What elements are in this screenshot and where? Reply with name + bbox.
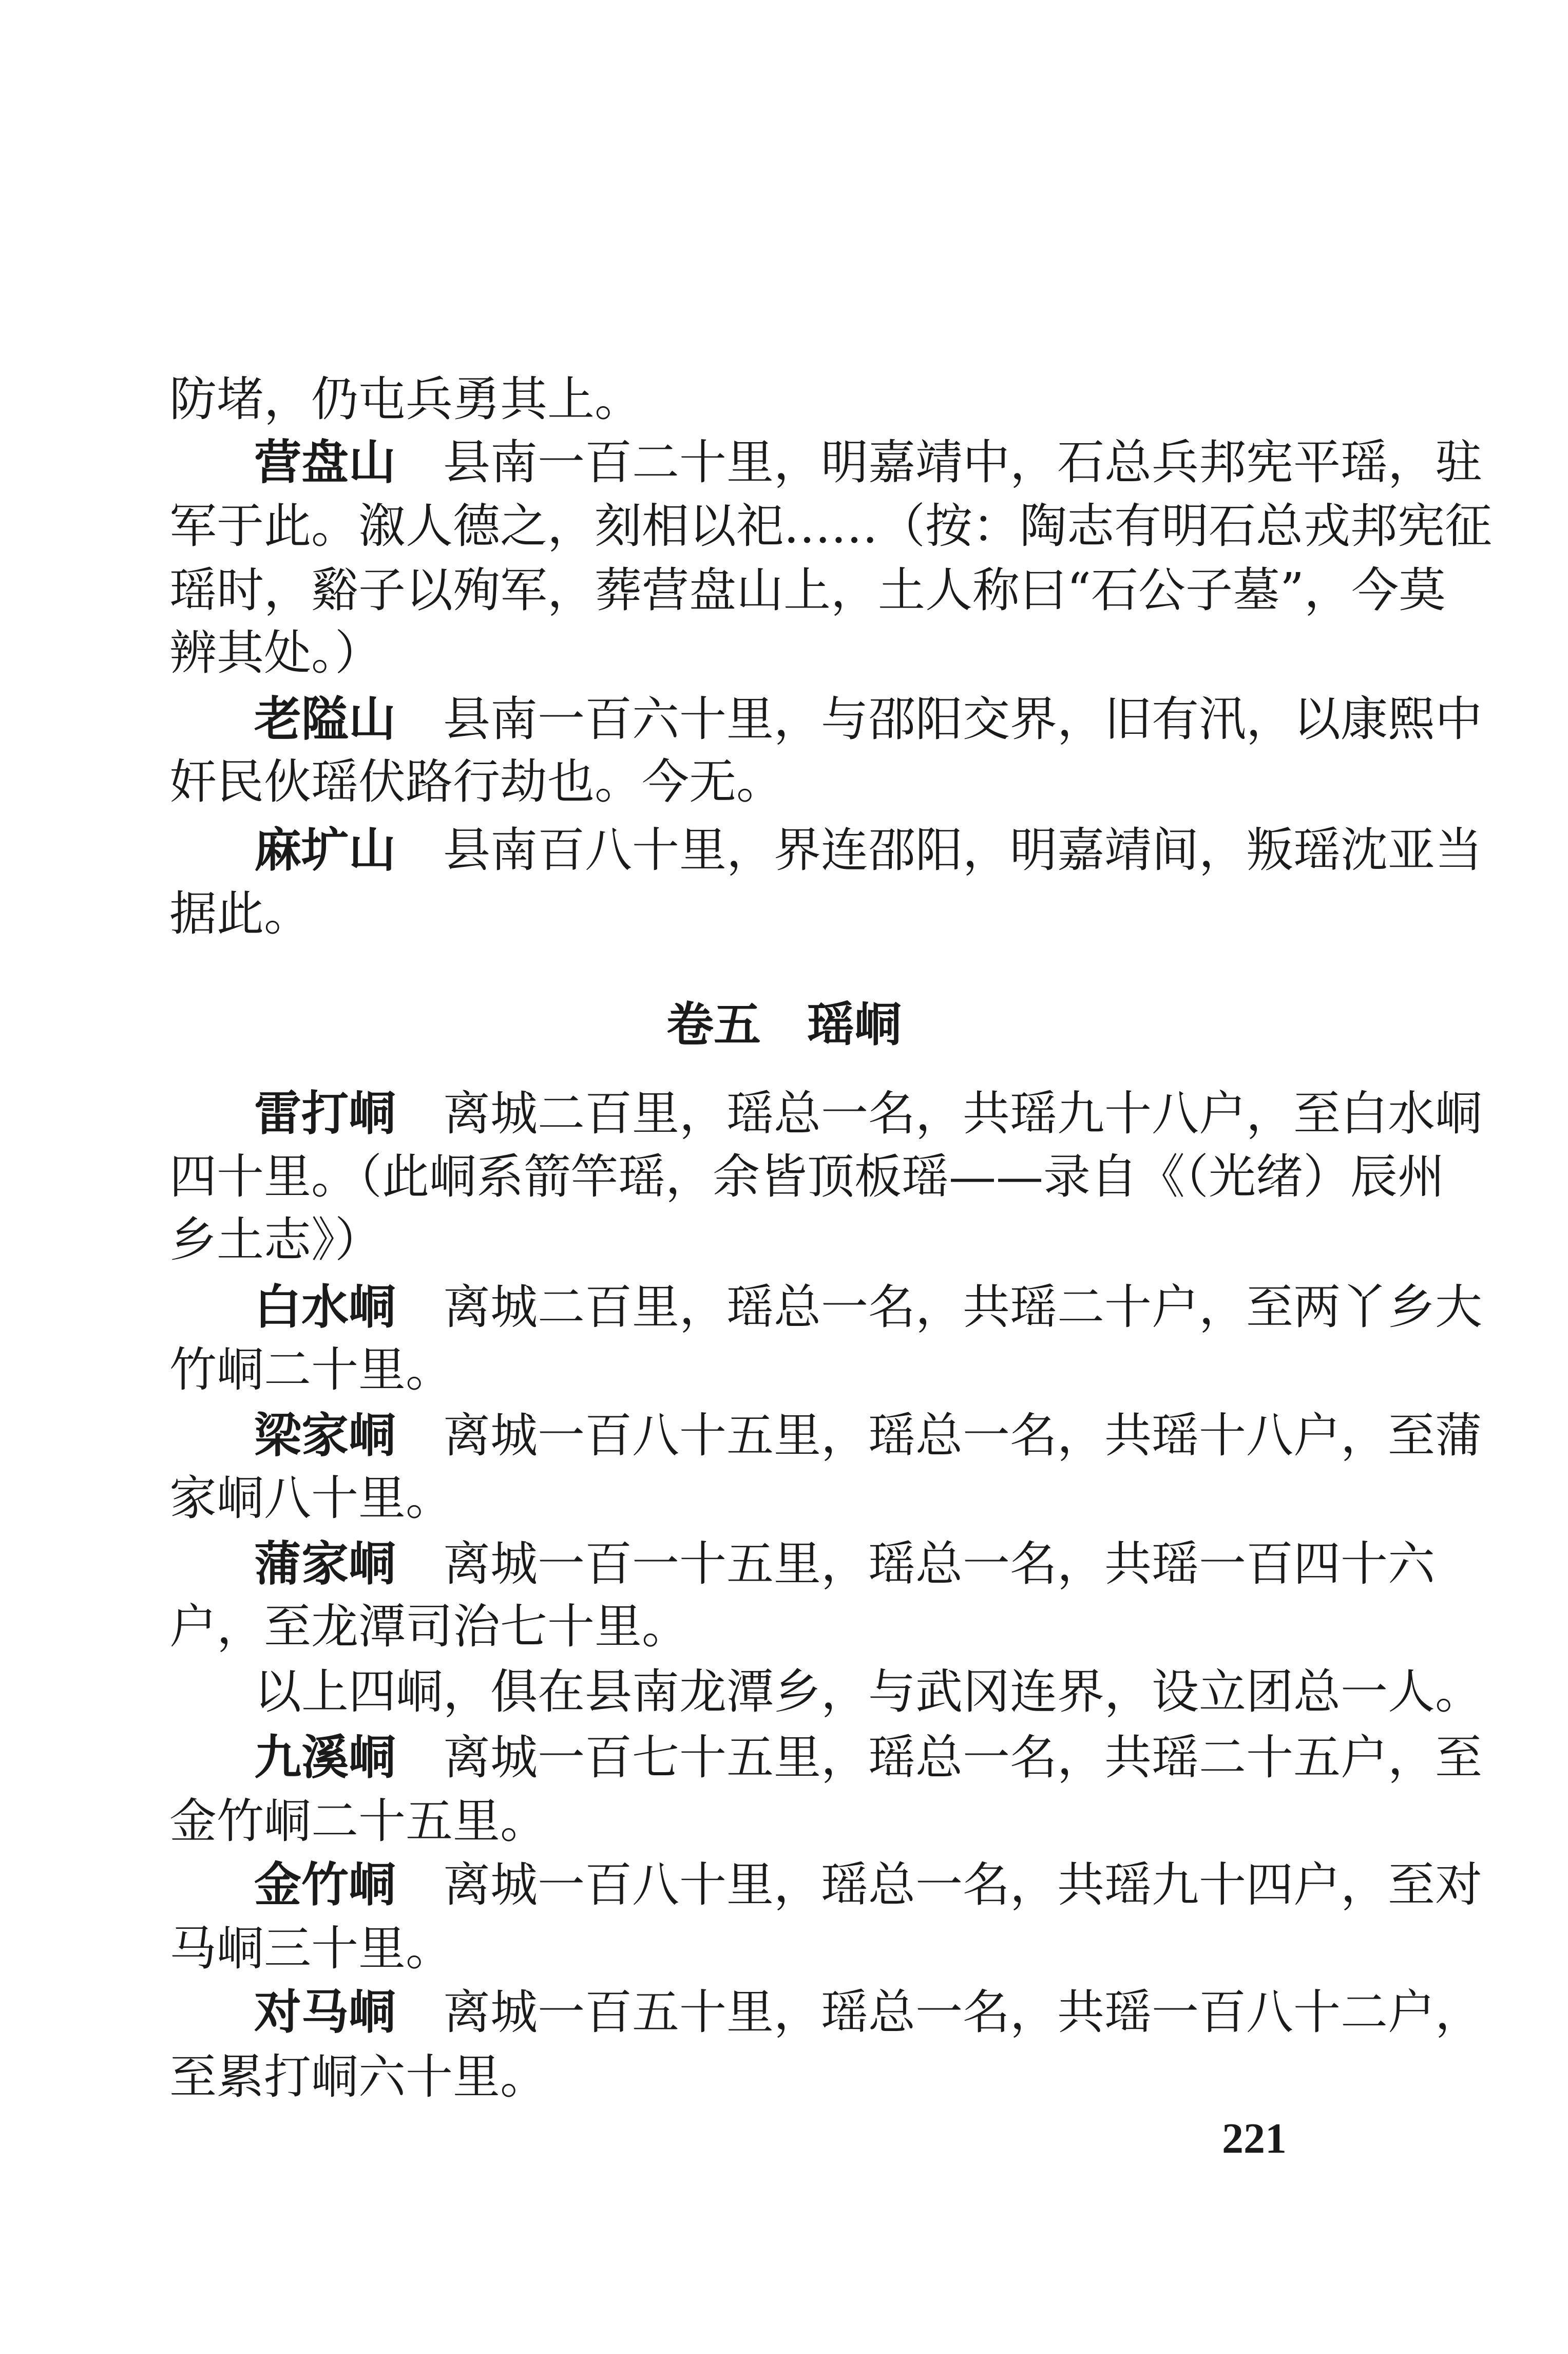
text-line: 辨其处。） <box>169 625 383 680</box>
place-name: 梁家峒 <box>254 1408 396 1463</box>
place-name: 老隘山 <box>254 691 396 747</box>
place-name: 对马峒 <box>254 1984 396 2040</box>
place-name: 蒲家峒 <box>254 1536 396 1591</box>
entry-line: 营盘山 县南一百二十里，明嘉靖中，石总兵邦宪平瑶，驻 <box>254 434 1483 490</box>
entry-line: 老隘山 县南一百六十里，与邵阳交界，旧有汛，以康熙中 <box>254 691 1483 747</box>
text-line: 防堵，仍屯兵勇其上。 <box>169 372 642 427</box>
text-line: 户，至龙潭司治七十里。 <box>169 1599 690 1654</box>
text-line: 乡土志》） <box>169 1212 383 1267</box>
place-name: 九溪峒 <box>254 1730 396 1785</box>
entry-line: 对马峒 离城一百五十里，瑶总一名，共瑶一百八十二户， <box>254 1984 1483 2040</box>
text-line: 至累打峒六十里。 <box>169 2049 548 2104</box>
text-line: 金竹峒二十五里。 <box>169 1794 548 1849</box>
text-line: 家峒八十里。 <box>169 1471 453 1526</box>
section-heading: 卷五 瑶峒 <box>666 997 902 1052</box>
entry-line: 金竹峒 离城一百八十里，瑶总一名，共瑶九十四户，至对 <box>254 1857 1483 1912</box>
entry-line: 白水峒 离城二百里，瑶总一名，共瑶二十户，至两丫乡大 <box>254 1279 1483 1335</box>
place-name: 雷打峒 <box>254 1086 396 1141</box>
text-line: 以上四峒，俱在县南龙潭乡，与武冈连界，设立团总一人。 <box>254 1664 1483 1719</box>
text-line: 据此。 <box>169 886 312 941</box>
text-line: 军于此。溆人德之，刻相以祀……（按：陶志有明石总戎邦宪征 <box>169 499 1493 554</box>
entry-line: 九溪峒 离城一百七十五里，瑶总一名，共瑶二十五户，至 <box>254 1730 1483 1785</box>
text-line: 马峒三十里。 <box>169 1921 453 1976</box>
place-name: 金竹峒 <box>254 1857 396 1912</box>
place-name: 白水峒 <box>254 1279 396 1335</box>
text-line: 瑶时，谿子以殉军，葬营盘山上，土人称曰“石公子墓”，今莫 <box>169 563 1446 618</box>
text-line: 竹峒二十里。 <box>169 1342 453 1397</box>
text-line: 四十里。（此峒系箭竿瑶，余皆顶板瑶——录自《（光绪）辰州 <box>169 1149 1445 1204</box>
entry-line: 雷打峒 离城二百里，瑶总一名，共瑶九十八户，至白水峒 <box>254 1086 1483 1141</box>
place-name: 麻圹山 <box>254 822 396 878</box>
entry-line: 蒲家峒 离城一百一十五里，瑶总一名，共瑶一百四十六 <box>254 1536 1436 1591</box>
place-name: 营盘山 <box>254 434 396 490</box>
text-line: 奸民伙瑶伏路行劫也。今无。 <box>169 754 784 809</box>
entry-line: 梁家峒 离城一百八十五里，瑶总一名，共瑶十八户，至蒲 <box>254 1408 1483 1463</box>
entry-line: 麻圹山 县南百八十里，界连邵阳，明嘉靖间，叛瑶沈亚当 <box>254 822 1483 878</box>
page-number: 221 <box>1222 2115 1287 2162</box>
